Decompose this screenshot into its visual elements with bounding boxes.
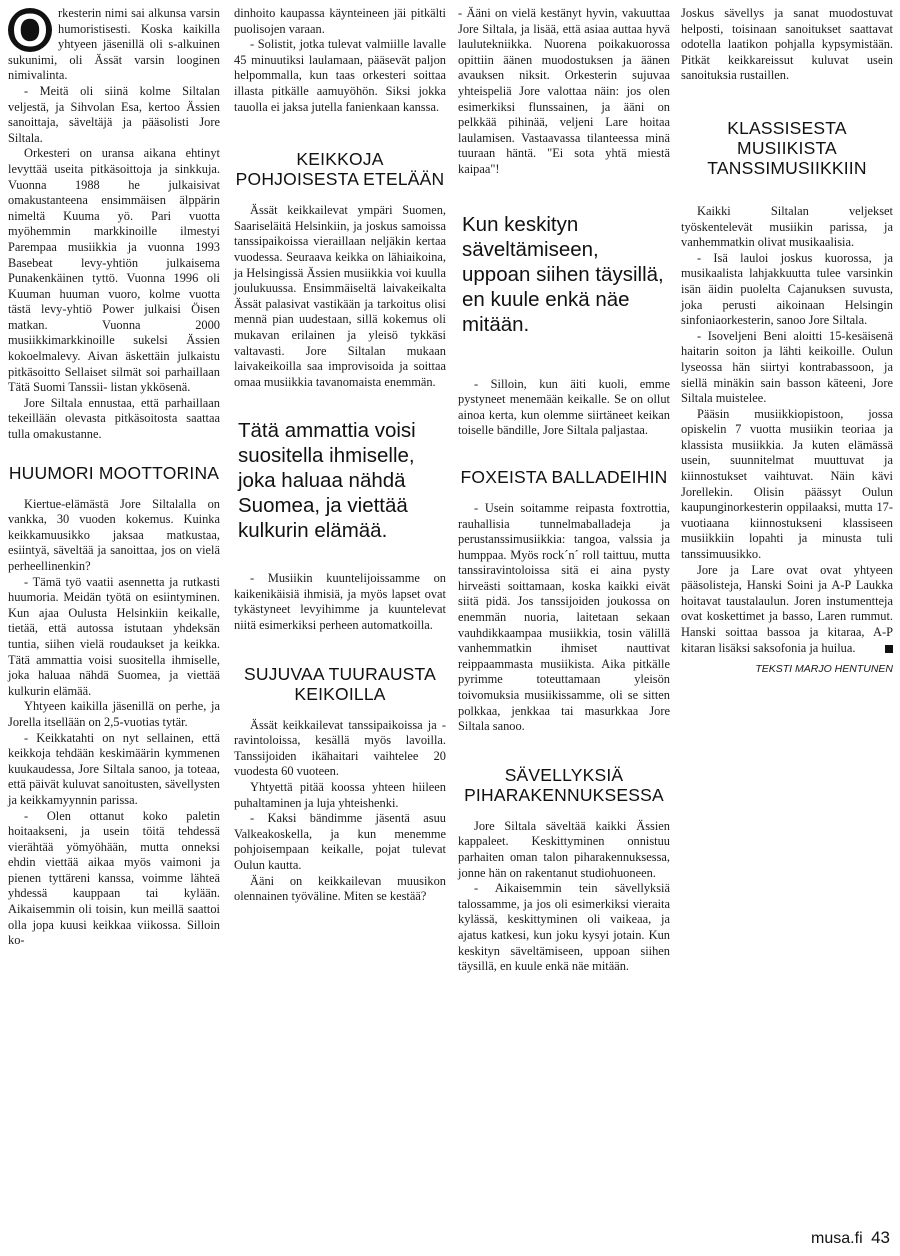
column-4 <box>681 6 893 678</box>
section-heading: SÄVELLYKSIÄ PIHARAKENNUKSESSA <box>464 764 664 805</box>
paragraph: Ässät keikkailevat ympäri Suomen, Saariseläitä Helsinkiin, ja joskus samoissa tanssipaikoissa vieraillaan neljäkin kertaa vuodessa. Seuraava keikka on lähiaikoina, ja Helsingissä Ässien musiikkia voi kuulla joulukuussa. Ensimmäiseltä laivakeikalta Ässät palasivat vastikään ja tarkoitus olisi mennä pian uudestaan, sillä kokemus oli mukavan erilainen ja yleisö tykkäsi valtavasti. Jore Siltalan mukaan laivakeikoilla saa improvisoida ja soittaa omaa musiikkia tavanomaista enemmän. <box>234 203 446 389</box>
paragraph-text: Jore ja Lare ovat ovat yhtyeen pääsolisteja, Hanski Soini ja A-P Laukka hoitavat taustalaulun. Joren instumentteja ovat koskettimet ja basso, Laren rummut. Hanski soittaa bassoa ja kitaraa, A-P kitaran lisäksi saksofonia ja huilua. <box>681 562 893 655</box>
paragraph: - Isoveljeni Beni aloitti 15-kesäisenä haitarin soiton ja lähti keikoille. Oulun lyseossa hän siirtyi kontrabassoon, ja siellä minäkin sain basson käteeni, Jore Siltala muistelee. <box>681 328 893 406</box>
section-heading: SUJUVAA TUURAUSTA KEIKOILLA <box>243 663 437 704</box>
column-2 <box>234 6 446 905</box>
paragraph: Pääsin musiikkiopistoon, jossa opiskelin 7 vuotta musiikin teoriaa ja klassista musiikkia. Ja kuten elämässä usein, suunnitelmat muuttuvat ja kiinnostukset vaihtuvat. Näin kävi Jorellekin. Olisin päässyt Oulun kaupunginorkesterin oppilaaksi, mutta 17-vuotiaana kiinnostukseni klassiseen musiikkiin lopahti ja minusta tuli tanssimuusikko. <box>681 406 893 562</box>
paragraph: Yhtyettä pitää koossa yhteen hiileen puhaltaminen ja luja yhteishenki. <box>234 780 446 810</box>
end-mark-icon <box>885 645 893 653</box>
paragraph: Joskus sävellys ja sanat muodostuvat helposti, toisinaan sanoitukset saattavat odotella laatikon pohjalla kypsymistään. Pitkät keikkareissut kuluvat usein sanoituksia rustaillen. <box>681 6 893 83</box>
column-3 <box>458 6 670 975</box>
paragraph: - Musiikin kuuntelijoissamme on kaikenikäisiä ihmisiä, ja myös lapset ovat tykästyneet levyihimme ja kuuntelevat niitä esimerkiksi perheen automatkoilla. <box>234 571 446 633</box>
pull-quote: Tätä ammattia voisi suositella ihmiselle, joka haluaa nähdä Suomea, ja viettää kulkurin elämää. <box>238 419 416 543</box>
section-heading: KLASSISESTA MUSIIKISTA TANSSIMUSIIKKIIN <box>707 117 867 178</box>
paragraph: Kiertue-elämästä Jore Siltalalla on vankka, 30 vuoden kokemus. Kuinka keikkamuusikko jaksaa matkustaa, esiintyä, säveltää ja sanoittaa, jos on vielä perheellinenkin? <box>8 496 220 573</box>
paragraph: Ääni on keikkailevan muusikon olennainen työväline. Miten se kestää? <box>234 873 446 904</box>
section-heading: FOXEISTA BALLADEIHIN <box>460 466 668 487</box>
paragraph: - Kaksi bändimme jäsentä asuu Valkeakoskella, ja kun menemme pohjoisempaan keikalle, pojat tulevat Oulun kautta. <box>234 811 446 872</box>
paragraph: Jore Siltala säveltää kaikki Ässien kappaleet. Keskittyminen onnistuu parhaiten oman talon piharakennuksessa, jonne hän on rakentanut studiohuoneen. <box>458 818 670 880</box>
intro-text: rkesterin nimi sai alkunsa varsin humoristisesti. Koska kaikilla yhtyeen jäsenillä oli s-alkuinen sukunimi, oli Ässät varsin looginen nimivalinta. <box>8 6 220 83</box>
paragraph: Orkesteri on uransa aikana ehtinyt levyttää useita pitkäsoittoja ja sinkkuja. Vuonna 1988 he julkaisivat omakustanteena ensimmäisen älppärin nimeltä Kuuma yö. Pari vuotta myöhemmin markkinoille ilmestyi Parempaa musiikkia ja vuonna 1993 Basebeat levy-yhtiön julkaisema Punakenkäinen tyttö. Vuonna 1996 oli Kuuman huuman vuoro, kolme vuotta tästä levy-yhtiö Power julkaisi Öisen matkan. Vuonna 2000 musiikkimarkkinoille sukelsi Ässien kokoelmalevy. Aivan äskettäin julkaistu pitkäsoitto Sellaiset silmät soi parhaillaan Tätä Suomi Tanssii- listan ykkösenä. <box>8 146 220 395</box>
paragraph: - Aikaisemmin tein sävellyksiä talossamme, ja jos oli esimerkiksi vieraita kylässä, keskittyminen oli vaikeaa, ja ajatus katkesi, kun joku kysyi jotain. Kun keskityn säveltämiseen, uppoan siihen täysillä, en kuule enkä näe mitään. <box>458 881 670 974</box>
paragraph: Jore Siltala ennustaa, että parhaillaan tekeillään olevasta pitkäsoitosta saattaa tulla omakustanne. <box>8 395 220 442</box>
paragraph: - Silloin, kun äiti kuoli, emme pystyneet menemään keikalle. Se on ollut ainoa kerta, kun olemme siirtäneet keikan toiselle bändille, Jore Siltala paljastaa. <box>458 376 670 438</box>
paragraph <box>681 563 893 657</box>
paragraph: - Isä lauloi joskus kuorossa, ja musikaalista lahjakkuutta tulee varsinkin isän äidin puolelta Cajanuksen suvusta, joka perusti aikoinaan Helsingin sinfoniaorkesterin, sanoo Jore Siltala. <box>681 250 893 328</box>
page-footer <box>811 1228 890 1248</box>
paragraph: Yhtyeen kaikilla jäsenillä on perhe, ja Jorella itsellään on 2,5-vuotias tytär. <box>8 699 220 729</box>
paragraph: - Tämä työ vaatii asennetta ja rutkasti huumoria. Meidän työtä on esiintyminen. Kun ajaa Oulusta Helsinkiin keikalle, tietää, että autossa istutaan yhdeksän tuntia, siihen vielä roudaukset ja keikka. Tätä ammattia voisi suositella ihmiselle, joka haluaa nähdä Suomea, ja viettää kulkurin elämää. <box>8 574 220 698</box>
paragraph: - Keikkatahti on nyt sellainen, että keikkoja tehdään keskimäärin kymmenen kuukaudessa, Jore Siltala sanoo, ja toteaa, että päivät kuluvat sanoitusten, sävellysten ja keikkamyynnin parissa. <box>8 730 220 807</box>
page-number: 43 <box>871 1228 890 1247</box>
paragraph: - Meitä oli siinä kolme Siltalan veljestä, ja Sihvolan Esa, kertoo Ässien sanoittaja, säveltäjä ja pääsolisti Jore Siltala. <box>8 83 220 145</box>
site-name: musa.fi <box>811 1230 863 1247</box>
paragraph: - Ääni on vielä kestänyt hyvin, vakuuttaa Jore Siltala, ja lisää, että asiaa auttaa hyvä laulutekniikka. Nuorena poikakuorossa opittiin äänen muodostuksen ja äänen avauksen niksit. Orkesterin sujuvaa yhteispeliä Jore valottaa näin: jos olen esimerkiksi flunssainen, ja ääni on pelkkää pihinää, veljeni Lare hoitaa laulamisen. Vastaavassa tilanteessa minä tuuraan häntä. "Ei sota yhtä miestä kaipaa"! <box>458 6 670 176</box>
paragraph: Kaikki Siltalan veljekset työskentelevät musiikin parissa, ja vanhemmatkin olivat musikaalisia. <box>681 203 893 250</box>
intro-paragraph <box>8 6 220 84</box>
byline: TEKSTI MARJO HENTUNEN <box>755 663 893 676</box>
pull-quote: Kun keskityn säveltämiseen, uppoan siihen täysillä, en kuule enkä näe mitään. <box>462 212 664 336</box>
column-1 <box>8 6 220 949</box>
paragraph: Ässät keikkailevat tanssipaikoissa ja -ravintoloissa, kesällä myös lavoilla. Tanssijoiden ikähaitari vaihtelee 20 vuodesta 60 vuoteen. <box>234 717 446 779</box>
drop-cap: O <box>8 8 52 52</box>
paragraph: - Solistit, jotka tulevat valmiille lavalle 45 minuutiksi laulamaan, pääsevät paljon helpommalla, kun taas orkesteri soittaa illasta pitkälle aamuyöhön. Siksi jokka tauolla ei jaksa jutella fanienkaan kanssa. <box>234 37 446 114</box>
paragraph: - Usein soitamme reipasta foxtrottia, rauhallisia tunnelmaballadeja ja perustanssimusiikkia: tangoa, valssia ja humppaa. Myös rock´n´ roll taittuu, mutta tanssiravintoloissa sitä ei aina pysty hirveästi soittamaan, koska kaikki eivät siitä pidä. Jos tanssijoiden joukossa on enemmän nuoria, laitetaan sekaan vauhdikkaampaa musiikkia, tosin välillä vanhemmatkin ihmiset nauttivat reippaammasta musiikista. Aika pitkälle pyrimme toteuttamaan yleisön toivomuksia musiikissamme, oli se sitten polkkaa, jenkkaa tai masurkkaa Jore Siltala sanoo. <box>458 500 670 734</box>
paragraph: dinhoito kaupassa käynteineen jäi pitkälti puolisojen varaan. <box>234 6 446 36</box>
section-heading: HUUMORI MOOTTORINA <box>8 462 220 483</box>
paragraph: - Olen ottanut koko paletin hoitaakseni, ja usein töitä tehdessä vierähtää yömyöhään, mutta onneksi ehdin viettää aikaa myös vaimoni ja pienen tyttäreni kanssa, voimme lähteä yhdessä kauppaan tai kylään. Aikaisemmin oli toisin, kun meillä saattoi olla jopa kuusi keikkaa viikossa. Silloin ko- <box>8 808 220 948</box>
section-heading: KEIKKOJA POHJOISESTA ETELÄÄN <box>235 149 445 190</box>
